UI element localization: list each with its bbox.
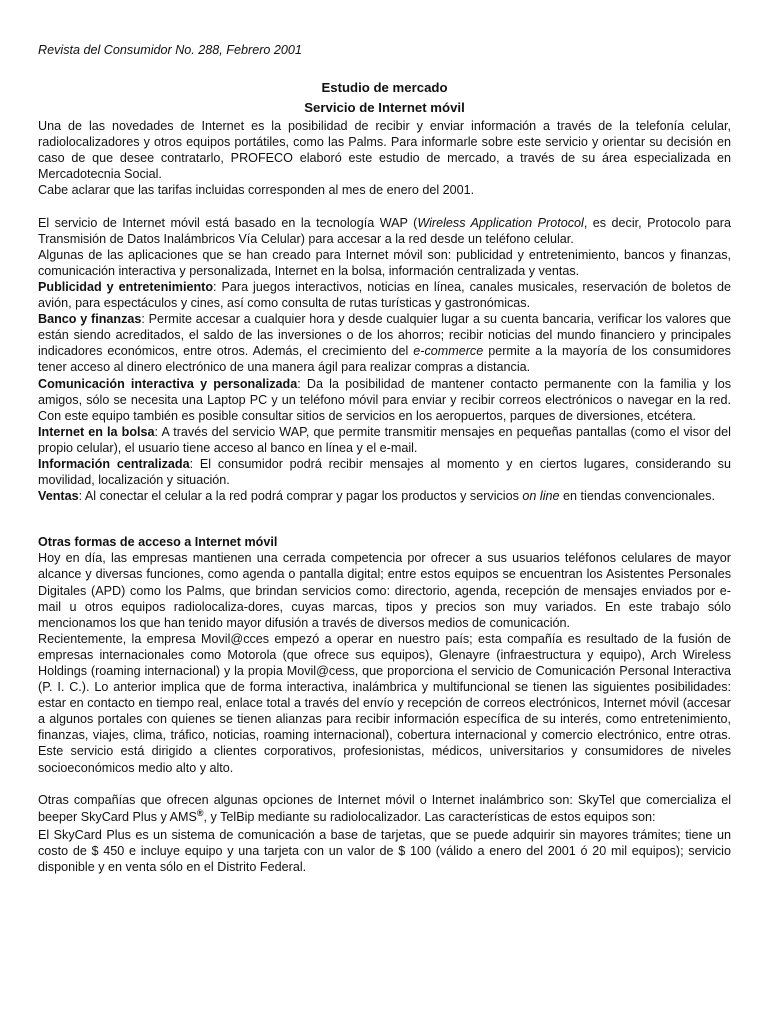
- wap-paragraph: El servicio de Internet móvil está basado en la tecnología WAP (Wireless Application Protocol, es decir, Protocolo para Transmisión de Datos Inalámbricos Vía Celular) para accesar a la red desde un teléfono celular.: [38, 215, 731, 246]
- section-label: Banco y finanzas: [38, 312, 142, 327]
- section-banco: Banco y finanzas: Permite accesar a cualquier hora y desde cualquier lugar a su cuenta bancaria, verificar los valores que están siendo acreditados, el saldo de las inversiones o de los ahorros; recibir noticias del mundo financiero y principales indicadores económicos, entre otros. Además, el crecimiento del e-commerce permite a la mayoría de los consumidores tener acceso al dinero electrónico de una manera ágil para realizar compras a distancia.: [38, 312, 731, 375]
- document-subtitle: Servicio de Internet móvil: [304, 100, 465, 116]
- devices-paragraph: Hoy en día, las empresas mantienen una cerrada competencia por ofrecer a sus usuarios teléfonos celulares de mayor alcance y diversas funciones, como agenda o pantalla digital; entre estos equipos se encuentran los Asistentes Personales Digitales (APD) como los Palms, que brindan servicios como: directorio, agenda, recepción de mensajes enviados por e-mail u otros equipos radiolocaliza-dores, cuyas marcas, tipos y precios son muy variados. En este trabajo sólo mencionamos los que han tenido mayor difusión a través de diversos medios de comunicación.: [38, 551, 731, 630]
- section-label: Comunicación interactiva y personalizada: [38, 376, 298, 391]
- intro-paragraph: Una de las novedades de Internet es la posibilidad de recibir y enviar información a través de la telefonía celular, radiolocalizadores y otros equipos portátiles, como las Palms. Para informarle sobre este servicio y orientar su decisión en caso de que desee contratarlo, PROFECO elaboró este estudio de mercado, a través de su área especializada en Mercadotecnia Social.: [38, 119, 731, 182]
- applications-paragraph: Algunas de las aplicaciones que se han creado para Internet móvil son: publicidad y entretenimiento, bancos y finanzas, comunicación interactiva y personalizada, Internet en la bolsa, información centralizada y ventas.: [38, 247, 731, 278]
- section-label: Publicidad y entretenimiento: [38, 279, 214, 294]
- section-comunicacion: Comunicación interactiva y personalizada: Da la posibilidad de mantener contacto permanente con la familia y los amigos, sólo se necesita una Laptop PC y un teléfono móvil para enviar y recibir correos electrónicos o navegar en la red. Con este equipo también es posible consultar sitios de servicios en los aeropuertos, parques de diversiones, etcétera.: [38, 376, 732, 423]
- section-label: Internet en la bolsa: [38, 424, 155, 439]
- document-page: [38, 42, 731, 875]
- publication-header: Revista del Consumidor No. 288, Febrero 2001: [38, 43, 302, 57]
- movilacces-paragraph: Recientemente, la empresa Movil@cces empezó a operar en nuestro país; esta compañía es resultado de la fusión de empresas internacionales como Motorola (que ofrece sus equipos), Glenayre (infraestructura y equipo), Arch Wireless Holdings (roaming internacional) y la propia Movil@cess, que proporciona el servicio de Comunicación Personal Interactiva (P. I. C.). Lo anterior implica que de forma interactiva, inalámbrica y multifuncional se tienen las siguientes posibilidades: estar en contacto en tiempo real, enlace total a través del envío y recepción de correos electrónicos, Internet móvil (accesar a algunos portales con quienes se tienen alianzas para recibir información específica de su interés, como entretenimiento, finanzas, viajes, clima, tráfico, noticias, roaming internacional), cobertura internacional y comercio electrónico, entre otras. Este servicio está dirigido a clientes corporativos, profesionistas, médicos, universitarios y consumidores de niveles socioeconómicos medio alto y alto.: [38, 631, 731, 775]
- section-bolsa: Internet en la bolsa: A través del servicio WAP, que permite transmitir mensajes en pequeñas pantallas (como el visor del propio celular), el usuario tiene acceso al banco en línea y el e-mail.: [38, 424, 731, 455]
- companies-paragraph: Otras compañías que ofrecen algunas opciones de Internet móvil o Internet inalámbrico son: SkyTel que comercializa el beeper SkyCard Plus y AMS®, y TelBip mediante su radiolocalizador. Las características de estos equipos son:: [38, 792, 731, 825]
- section-label: Ventas: [38, 489, 79, 504]
- section-heading: Otras formas de acceso a Internet móvil: [38, 535, 278, 550]
- document-title: Estudio de mercado: [321, 80, 448, 96]
- skycard-paragraph: El SkyCard Plus es un sistema de comunicación a base de tarjetas, que se puede adquirir sin mayores trámites; tiene un costo de $ 450 e incluye equipo y una tarjeta con un valor de $ 100 (válido a enero del 2001 ó 20 mil equipos); servicio disponible y en venta sólo en el Distrito Federal.: [38, 827, 731, 874]
- section-informacion: Información centralizada: El consumidor podrá recibir mensajes al momento y en ciertos lugares, considerando su movilidad, localización y situación.: [38, 456, 731, 488]
- section-label: Información centralizada: [38, 456, 190, 471]
- tariff-note: Cabe aclarar que las tarifas incluidas corresponden al mes de enero del 2001.: [38, 183, 475, 198]
- section-ventas: Ventas: Al conectar el celular a la red podrá comprar y pagar los productos y servicios on line en tiendas convencionales.: [38, 489, 715, 504]
- section-publicidad: Publicidad y entretenimiento: Para juegos interactivos, noticias en línea, canales musicales, reservación de boletos de avión, para espectáculos y cines, así como consulta de rutas turísticas y gastronómicas.: [38, 279, 731, 311]
